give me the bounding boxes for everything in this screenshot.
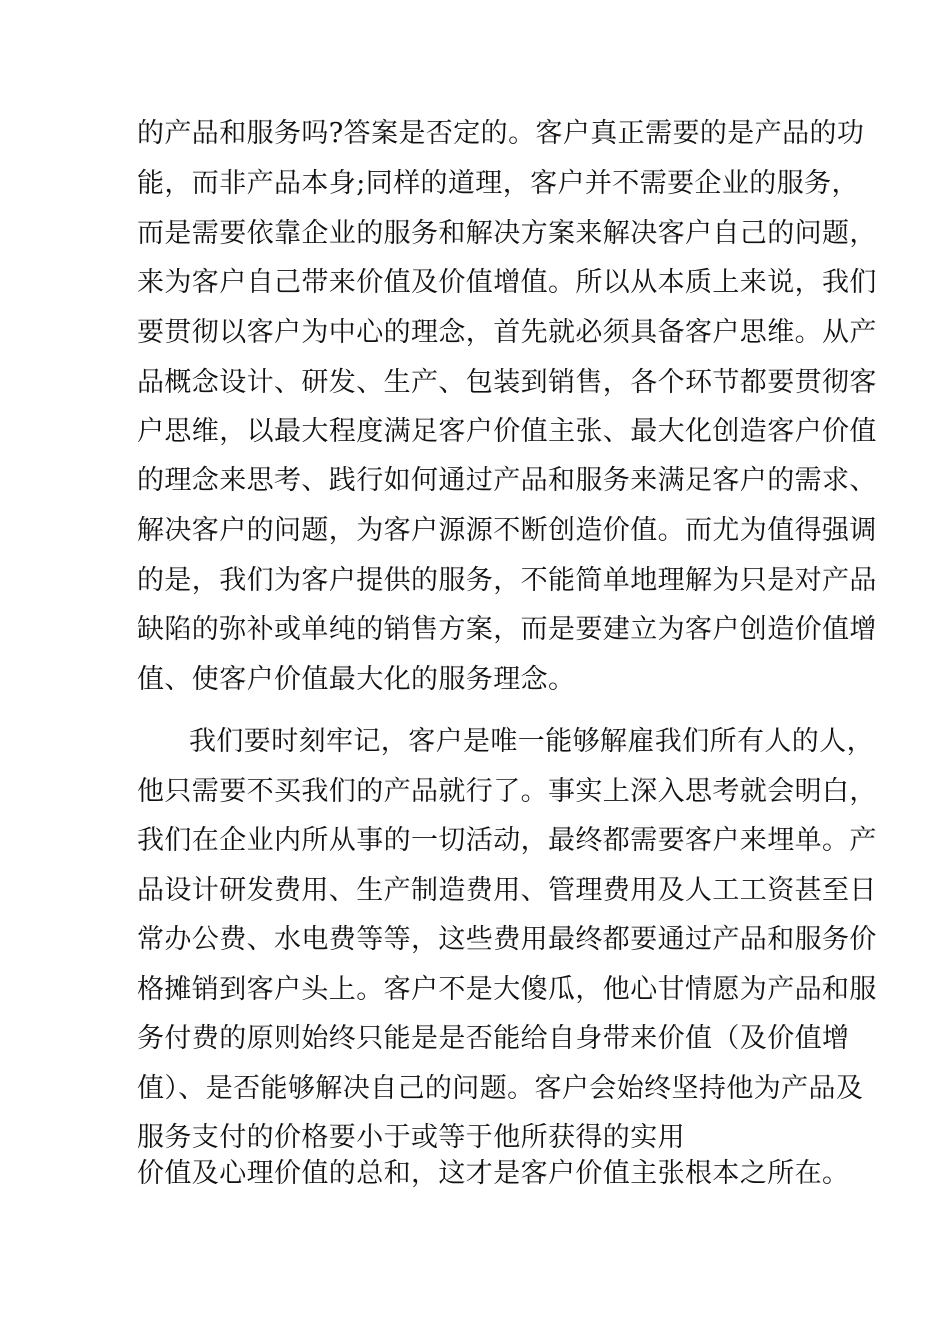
text-line: 他只需要不买我们的产品就行了。事实上深入思考就会明白， [137, 776, 877, 807]
text-line: 的产品和服务吗?答案是否定的。客户真正需要的是产品的功 [137, 118, 865, 149]
text-line: 品概念设计、研发、生产、包装到销售，各个环节都要贯彻客 [137, 367, 877, 398]
text-line: 值、使客户价值最大化的服务理念。 [137, 664, 576, 695]
text-line: 要贯彻以客户为中心的理念，首先就必须具备客户思维。从产 [137, 317, 877, 348]
text-line: 值）、是否能够解决自己的问题。客户会始终坚持他为产品及 [137, 1073, 864, 1104]
text-line: 我们要时刻牢记，客户是唯一能够解雇我们所有人的人， [189, 726, 874, 757]
text-line: 的理念来思考、践行如何通过产品和服务来满足客户的需求、 [137, 465, 877, 496]
text-line: 服务支付的价格要小于或等于他所获得的实用 [137, 1122, 685, 1153]
text-line: 价值及心理价值的总和，这才是客户价值主张根本之所在。 [137, 1158, 850, 1189]
text-line: 来为客户自己带来价值及价值增值。所以从本质上来说，我们 [137, 267, 877, 298]
text-line: 能，而非产品本身;同样的道理，客户并不需要企业的服务， [137, 168, 859, 199]
text-line: 缺陷的弥补或单纯的销售方案，而是要建立为客户创造价值增 [137, 614, 877, 645]
text-line: 户思维，以最大程度满足客户价值主张、最大化创造客户价值 [137, 416, 877, 447]
text-line: 务付费的原则始终只能是是否能给自身带来价值（及价值增 [137, 1023, 850, 1054]
text-line: 的是，我们为客户提供的服务，不能简单地理解为只是对产品 [137, 565, 877, 596]
text-line: 而是需要依靠企业的服务和解决方案来解决客户自己的问题， [137, 218, 877, 249]
text-line: 我们在企业内所从事的一切活动，最终都需要客户来埋单。产 [137, 825, 877, 856]
text-line: 格摊销到客户头上。客户不是大傻瓜，他心甘情愿为产品和服 [137, 974, 877, 1005]
text-line: 品设计研发费用、生产制造费用、管理费用及人工工资甚至日 [137, 875, 877, 906]
text-line: 解决客户的问题，为客户源源不断创造价值。而尤为值得强调 [137, 515, 877, 546]
text-line: 常办公费、水电费等等，这些费用最终都要通过产品和服务价 [137, 924, 877, 955]
